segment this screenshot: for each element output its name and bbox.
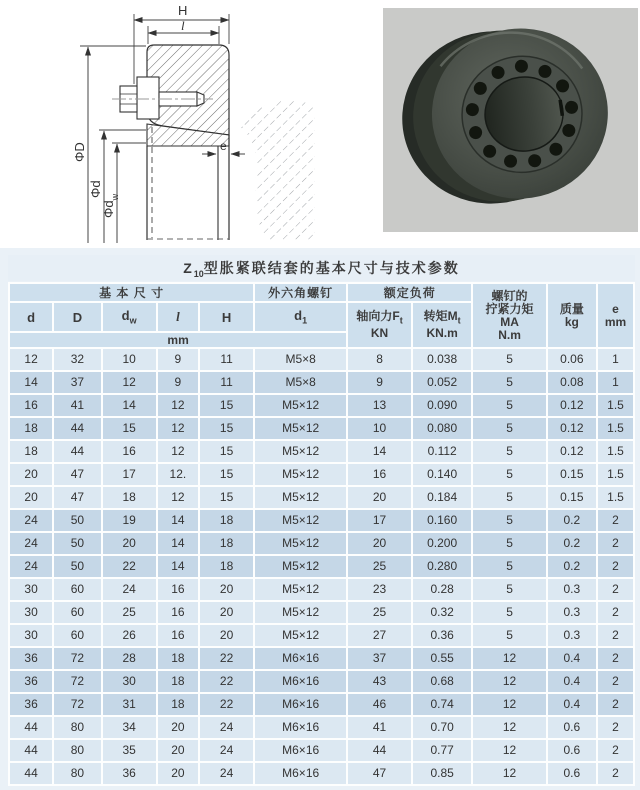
- table-cell: 12: [473, 740, 545, 761]
- table-cell: 0.85: [413, 763, 471, 784]
- table-cell: M5×12: [255, 487, 346, 508]
- table-cell: M5×12: [255, 556, 346, 577]
- table-cell: 47: [54, 464, 100, 485]
- table-cell: M5×12: [255, 510, 346, 531]
- table-cell: 0.06: [548, 349, 596, 370]
- table-cell: 20: [348, 533, 411, 554]
- table-cell: 24: [200, 717, 253, 738]
- table-cell: 19: [103, 510, 156, 531]
- table-cell: 2: [598, 648, 633, 669]
- table-cell: 36: [10, 694, 52, 715]
- table-row: [10, 556, 633, 577]
- table-cell: 12: [473, 671, 545, 692]
- table-row: [10, 418, 633, 439]
- table-cell: 0.080: [413, 418, 471, 439]
- table-cell: 35: [103, 740, 156, 761]
- table-cell: 0.052: [413, 372, 471, 393]
- table-cell: 0.160: [413, 510, 471, 531]
- table-cell: 15: [200, 464, 253, 485]
- table-cell: 9: [348, 372, 411, 393]
- table-cell: 5: [473, 349, 545, 370]
- table-cell: 12: [473, 763, 545, 784]
- table-cell: 72: [54, 694, 100, 715]
- table-cell: 0.140: [413, 464, 471, 485]
- table-cell: 18: [158, 694, 198, 715]
- table-cell: 5: [473, 625, 545, 646]
- table-cell: 16: [10, 395, 52, 416]
- table-cell: 5: [473, 556, 545, 577]
- table-cell: 18: [158, 671, 198, 692]
- table-cell: 20: [200, 625, 253, 646]
- table-cell: 32: [54, 349, 100, 370]
- table-cell: 1: [598, 372, 633, 393]
- table-cell: 5: [473, 418, 545, 439]
- table-cell: 44: [54, 418, 100, 439]
- table-cell: 20: [200, 602, 253, 623]
- table-cell: 2: [598, 579, 633, 600]
- spec-table: [8, 282, 635, 786]
- header-mass: 质量 kg: [548, 284, 596, 347]
- table-cell: M6×16: [255, 740, 346, 761]
- hub-section: [238, 99, 315, 240]
- table-cell: 72: [54, 671, 100, 692]
- table-cell: 25: [348, 556, 411, 577]
- table-cell: 12: [158, 487, 198, 508]
- header-torque: 转矩$M_t$ KN.m: [413, 303, 471, 347]
- table-cell: 0.200: [413, 533, 471, 554]
- table-cell: 5: [473, 464, 545, 485]
- table-cell: M5×8: [255, 349, 346, 370]
- table-cell: 0.6: [548, 717, 596, 738]
- header-hex-screw: 外六角螺钉: [255, 284, 346, 301]
- dimension-label-phid: Φd: [88, 180, 103, 198]
- table-cell: M6×16: [255, 717, 346, 738]
- table-cell: 41: [54, 395, 100, 416]
- table-row: [10, 510, 633, 531]
- table-cell: 0.55: [413, 648, 471, 669]
- table-cell: 5: [473, 510, 545, 531]
- table-cell: 18: [10, 441, 52, 462]
- table-cell: 12: [473, 717, 545, 738]
- table-cell: 0.68: [413, 671, 471, 692]
- table-cell: 24: [103, 579, 156, 600]
- table-cell: 2: [598, 694, 633, 715]
- table-cell: 27: [348, 625, 411, 646]
- table-cell: M6×16: [255, 694, 346, 715]
- dimension-label-phidw: $\Phi d_w$: [101, 193, 120, 218]
- header-col-D: D: [54, 303, 100, 331]
- table-cell: 12: [473, 648, 545, 669]
- header-col-d1: $d_1$: [255, 303, 346, 331]
- table-cell: 1.5: [598, 418, 633, 439]
- table-cell: 0.77: [413, 740, 471, 761]
- table-cell: 2: [598, 740, 633, 761]
- table-cell: 50: [54, 556, 100, 577]
- table-row: [10, 740, 633, 761]
- table-cell: M5×12: [255, 464, 346, 485]
- table-cell: 44: [54, 441, 100, 462]
- header-col-l: l: [158, 303, 198, 331]
- table-cell: 72: [54, 648, 100, 669]
- table-cell: M5×8: [255, 372, 346, 393]
- table-cell: 18: [10, 418, 52, 439]
- header-axial-force: 轴向力$F_t$ KN: [348, 303, 411, 347]
- table-cell: 17: [348, 510, 411, 531]
- table-cell: 0.74: [413, 694, 471, 715]
- table-cell: 5: [473, 579, 545, 600]
- table-cell: 12: [473, 694, 545, 715]
- table-cell: 23: [348, 579, 411, 600]
- table-cell: 0.12: [548, 418, 596, 439]
- table-cell: 5: [473, 395, 545, 416]
- table-cell: 47: [54, 487, 100, 508]
- table-cell: M6×16: [255, 671, 346, 692]
- dimension-label-l: l: [181, 18, 185, 33]
- table-cell: M5×12: [255, 602, 346, 623]
- table-cell: 5: [473, 487, 545, 508]
- table-cell: M5×12: [255, 625, 346, 646]
- table-cell: M5×12: [255, 395, 346, 416]
- spec-table-body: [10, 349, 633, 784]
- table-cell: 1.5: [598, 441, 633, 462]
- table-cell: 12.: [158, 464, 198, 485]
- table-cell: 24: [200, 740, 253, 761]
- table-cell: 10: [348, 418, 411, 439]
- table-cell: 20: [158, 740, 198, 761]
- table-row: [10, 395, 633, 416]
- table-cell: 0.038: [413, 349, 471, 370]
- table-cell: 0.090: [413, 395, 471, 416]
- table-cell: 60: [54, 602, 100, 623]
- table-cell: 0.15: [548, 464, 596, 485]
- table-cell: 44: [10, 740, 52, 761]
- table-cell: 30: [10, 625, 52, 646]
- table-title: $Z_{10}$型胀紧联结套的基本尺寸与技术参数: [8, 255, 635, 281]
- table-cell: 0.6: [548, 740, 596, 761]
- bolt-washer: [137, 77, 159, 119]
- table-row: [10, 533, 633, 554]
- table-cell: 22: [103, 556, 156, 577]
- technical-drawing: [0, 0, 375, 248]
- table-cell: 20: [10, 487, 52, 508]
- table-cell: 12: [158, 395, 198, 416]
- table-cell: 50: [54, 533, 100, 554]
- table-cell: 0.12: [548, 441, 596, 462]
- table-cell: 36: [10, 671, 52, 692]
- table-cell: 2: [598, 533, 633, 554]
- table-cell: 16: [103, 441, 156, 462]
- table-cell: 0.70: [413, 717, 471, 738]
- table-cell: 0.6: [548, 763, 596, 784]
- table-cell: 2: [598, 625, 633, 646]
- table-cell: 37: [348, 648, 411, 669]
- header-tightening-torque: 螺钉的 拧紧力矩 MA N.m: [473, 284, 545, 347]
- table-cell: 14: [103, 395, 156, 416]
- table-cell: 36: [10, 648, 52, 669]
- table-cell: 12: [158, 418, 198, 439]
- table-cell: 8: [348, 349, 411, 370]
- table-cell: 1.5: [598, 487, 633, 508]
- table-cell: 0.12: [548, 395, 596, 416]
- table-cell: 15: [200, 395, 253, 416]
- table-row: [10, 717, 633, 738]
- table-row: [10, 372, 633, 393]
- table-cell: 16: [348, 464, 411, 485]
- table-cell: 1.5: [598, 395, 633, 416]
- table-cell: 14: [158, 556, 198, 577]
- table-cell: 2: [598, 671, 633, 692]
- table-cell: 15: [200, 418, 253, 439]
- table-cell: 20: [158, 717, 198, 738]
- table-row: [10, 441, 633, 462]
- header-col-H: H: [200, 303, 253, 331]
- product-photo: [383, 8, 638, 232]
- table-cell: 0.2: [548, 556, 596, 577]
- table-cell: 26: [103, 625, 156, 646]
- table-cell: 0.28: [413, 579, 471, 600]
- table-cell: 24: [10, 510, 52, 531]
- table-cell: 22: [200, 694, 253, 715]
- table-cell: 14: [348, 441, 411, 462]
- table-cell: 44: [348, 740, 411, 761]
- table-cell: 11: [200, 372, 253, 393]
- table-cell: 0.4: [548, 671, 596, 692]
- table-cell: M6×16: [255, 763, 346, 784]
- table-cell: 20: [200, 579, 253, 600]
- table-cell: 41: [348, 717, 411, 738]
- table-row: [10, 694, 633, 715]
- table-cell: 44: [10, 717, 52, 738]
- header-col-d: d: [10, 303, 52, 331]
- table-cell: 34: [103, 717, 156, 738]
- table-cell: 30: [10, 579, 52, 600]
- table-cell: 2: [598, 556, 633, 577]
- table-row: [10, 648, 633, 669]
- table-cell: 13: [348, 395, 411, 416]
- table-cell: 14: [10, 372, 52, 393]
- table-cell: 5: [473, 533, 545, 554]
- table-cell: 12: [10, 349, 52, 370]
- header-col-dw: $d_w$: [103, 303, 156, 331]
- table-cell: 43: [348, 671, 411, 692]
- table-cell: 24: [200, 763, 253, 784]
- table-cell: 60: [54, 579, 100, 600]
- table-cell: 18: [200, 510, 253, 531]
- table-cell: 18: [103, 487, 156, 508]
- table-cell: 14: [158, 510, 198, 531]
- table-cell: 10: [103, 349, 156, 370]
- header-basic-dims: 基 本 尺 寸: [10, 284, 253, 301]
- table-cell: 16: [158, 625, 198, 646]
- table-row: [10, 487, 633, 508]
- table-cell: 16: [158, 602, 198, 623]
- table-cell: 0.184: [413, 487, 471, 508]
- table-cell: 18: [158, 648, 198, 669]
- table-cell: 80: [54, 717, 100, 738]
- table-cell: 12: [158, 441, 198, 462]
- dimension-label-H: H: [178, 3, 188, 18]
- table-cell: 20: [10, 464, 52, 485]
- table-cell: 2: [598, 602, 633, 623]
- header-rated-load: 额定负荷: [348, 284, 471, 301]
- table-cell: 46: [348, 694, 411, 715]
- table-cell: 80: [54, 740, 100, 761]
- table-row: [10, 671, 633, 692]
- table-cell: 15: [103, 418, 156, 439]
- table-cell: 1.5: [598, 464, 633, 485]
- dimension-label-e: e: [220, 139, 227, 153]
- table-cell: 22: [200, 648, 253, 669]
- table-cell: 25: [103, 602, 156, 623]
- table-cell: 17: [103, 464, 156, 485]
- table-cell: 0.2: [548, 533, 596, 554]
- table-cell: 5: [473, 372, 545, 393]
- table-cell: 44: [10, 763, 52, 784]
- table-cell: 24: [10, 533, 52, 554]
- table-row: [10, 349, 633, 370]
- table-cell: 0.3: [548, 602, 596, 623]
- table-cell: 50: [54, 510, 100, 531]
- spec-table-zone: [0, 248, 640, 790]
- table-cell: 9: [158, 349, 198, 370]
- table-cell: 30: [10, 602, 52, 623]
- table-cell: 18: [200, 533, 253, 554]
- table-cell: 2: [598, 717, 633, 738]
- table-cell: 0.112: [413, 441, 471, 462]
- table-cell: 0.36: [413, 625, 471, 646]
- table-row: [10, 464, 633, 485]
- table-cell: 9: [158, 372, 198, 393]
- table-cell: 0.3: [548, 625, 596, 646]
- table-cell: 15: [200, 487, 253, 508]
- table-row: [10, 579, 633, 600]
- table-cell: 12: [103, 372, 156, 393]
- table-cell: 30: [103, 671, 156, 692]
- table-cell: M5×12: [255, 579, 346, 600]
- table-cell: 22: [200, 671, 253, 692]
- header-unit-mm: mm: [10, 333, 346, 347]
- table-cell: 0.3: [548, 579, 596, 600]
- table-row: [10, 625, 633, 646]
- table-cell: 11: [200, 349, 253, 370]
- table-cell: 37: [54, 372, 100, 393]
- table-cell: 31: [103, 694, 156, 715]
- table-cell: 36: [103, 763, 156, 784]
- table-cell: 0.4: [548, 648, 596, 669]
- table-cell: 47: [348, 763, 411, 784]
- table-cell: 1: [598, 349, 633, 370]
- table-cell: M5×12: [255, 533, 346, 554]
- table-cell: 0.280: [413, 556, 471, 577]
- table-cell: 0.15: [548, 487, 596, 508]
- table-cell: 20: [103, 533, 156, 554]
- table-cell: 24: [10, 556, 52, 577]
- header-e: e mm: [598, 284, 633, 347]
- table-row: [10, 602, 633, 623]
- table-cell: 25: [348, 602, 411, 623]
- table-cell: M5×12: [255, 418, 346, 439]
- dimension-label-phiD: ΦD: [72, 142, 87, 162]
- table-row: [10, 763, 633, 784]
- table-cell: 0.2: [548, 510, 596, 531]
- table-cell: 5: [473, 602, 545, 623]
- table-cell: 2: [598, 763, 633, 784]
- table-cell: 0.32: [413, 602, 471, 623]
- table-cell: 0.4: [548, 694, 596, 715]
- table-cell: 14: [158, 533, 198, 554]
- table-cell: 20: [348, 487, 411, 508]
- table-cell: 80: [54, 763, 100, 784]
- table-cell: 5: [473, 441, 545, 462]
- table-cell: 2: [598, 510, 633, 531]
- table-cell: M5×12: [255, 441, 346, 462]
- table-cell: 0.08: [548, 372, 596, 393]
- table-cell: 28: [103, 648, 156, 669]
- table-cell: 15: [200, 441, 253, 462]
- table-cell: 60: [54, 625, 100, 646]
- table-cell: 20: [158, 763, 198, 784]
- table-cell: 18: [200, 556, 253, 577]
- table-cell: 16: [158, 579, 198, 600]
- table-cell: M6×16: [255, 648, 346, 669]
